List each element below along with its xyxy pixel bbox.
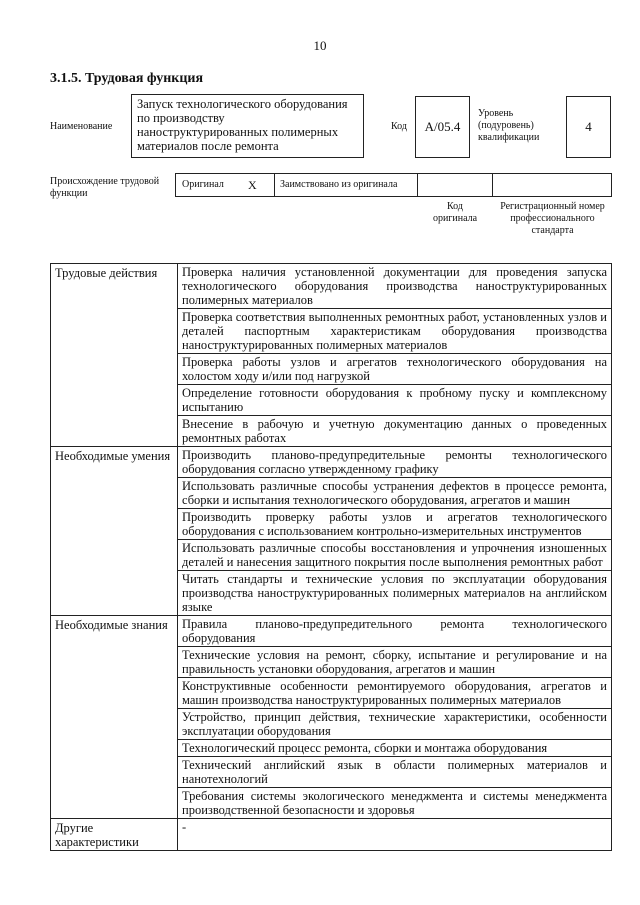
- section-item: Технические условия на ремонт, сборку, испытание и регулирование и на правильность установки оборудования, агрегатов и машин: [178, 647, 612, 678]
- table-row: [51, 264, 612, 309]
- section-item: Проверка наличия установленной документации для проведения запуска технологического оборудования производства наноструктурированных полимерных материалов: [178, 264, 612, 309]
- section-item: Технологический процесс ремонта, сборки и монтажа оборудования: [178, 740, 612, 757]
- section-item: Технический английский язык в области полимерных материалов и нанотехнологий: [178, 757, 612, 788]
- original-label: Оригинал: [182, 179, 224, 190]
- section-item: Требования системы экологического менеджмента и системы менеджмента производственной безопасности и здоровья: [178, 788, 612, 819]
- section-item: Использовать различные способы устранения дефектов в процессе ремонта, сборки и испытания технологического оборудования, агрегатов и машин: [178, 478, 612, 509]
- divider: [274, 174, 275, 196]
- qualification-level: 4: [566, 96, 611, 158]
- section-item: Устройство, принцип действия, технические характеристики, особенности эксплуатации оборудования: [178, 709, 612, 740]
- name-label: Наименование: [50, 121, 113, 132]
- code-label: Код: [391, 121, 407, 132]
- reg-number-caption: Регистрационный номер профессионального стандарта: [500, 201, 605, 236]
- section-item: Производить планово-предупредительные ремонты технологического оборудования согласно утвержденному графику: [178, 447, 612, 478]
- function-name: Запуск технологического оборудования по производству наноструктурированных полимерных материалов после ремонта: [131, 94, 364, 158]
- function-table: [50, 263, 612, 851]
- origin-row: [175, 173, 612, 197]
- section-item: Читать стандарты и технические условия по эксплуатации оборудования производства наноструктурированных полимерных материалов на английском языке: [178, 571, 612, 616]
- section-label: Необходимые умения: [51, 447, 178, 616]
- section-item: Конструктивные особенности ремонтируемого оборудования, агрегатов и машин производства наноструктурированных полимерных материалов: [178, 678, 612, 709]
- table-row: [51, 819, 612, 851]
- code-original-caption: Код оригинала: [432, 201, 478, 224]
- section-item: Производить проверку работы узлов и агрегатов технологического оборудования с использованием контрольно-измерительных инструментов: [178, 509, 612, 540]
- section-item: Внесение в рабочую и учетную документацию данных о проведенных ремонтных работах: [178, 416, 612, 447]
- table-row: [51, 616, 612, 647]
- section-item: Проверка работы узлов и агрегатов технологического оборудования на холостом ходу и/или под нагрузкой: [178, 354, 612, 385]
- original-mark: X: [248, 178, 257, 192]
- level-label: Уровень (подуровень) квалификации: [478, 108, 540, 143]
- section-item: Использовать различные способы восстановления и упрочнения изношенных деталей и нанесения защитного покрытия после выполнения ремонтных работ: [178, 540, 612, 571]
- table-row: [51, 447, 612, 478]
- divider: [492, 174, 493, 196]
- page-number: 10: [313, 38, 327, 53]
- section-item: -: [178, 819, 612, 851]
- section-item: Правила планово-предупредительного ремонта технологического оборудования: [178, 616, 612, 647]
- borrowed-label: Заимствовано из оригинала: [280, 179, 398, 190]
- divider: [417, 174, 418, 196]
- section-label: Трудовые действия: [51, 264, 178, 447]
- section-label: Другие характеристики: [51, 819, 178, 851]
- section-title: 3.1.5. Трудовая функция: [50, 71, 204, 86]
- section-item: Проверка соответствия выполненных ремонтных работ, установленных узлов и деталей паспортным характеристикам оборудования производства наноструктурированных полимерных материалов: [178, 309, 612, 354]
- origin-label: Происхождение трудовой функции: [50, 176, 160, 199]
- section-label: Необходимые знания: [51, 616, 178, 819]
- section-item: Определение готовности оборудования к пробному пуску и комплексному испытанию: [178, 385, 612, 416]
- function-code: А/05.4: [415, 96, 470, 158]
